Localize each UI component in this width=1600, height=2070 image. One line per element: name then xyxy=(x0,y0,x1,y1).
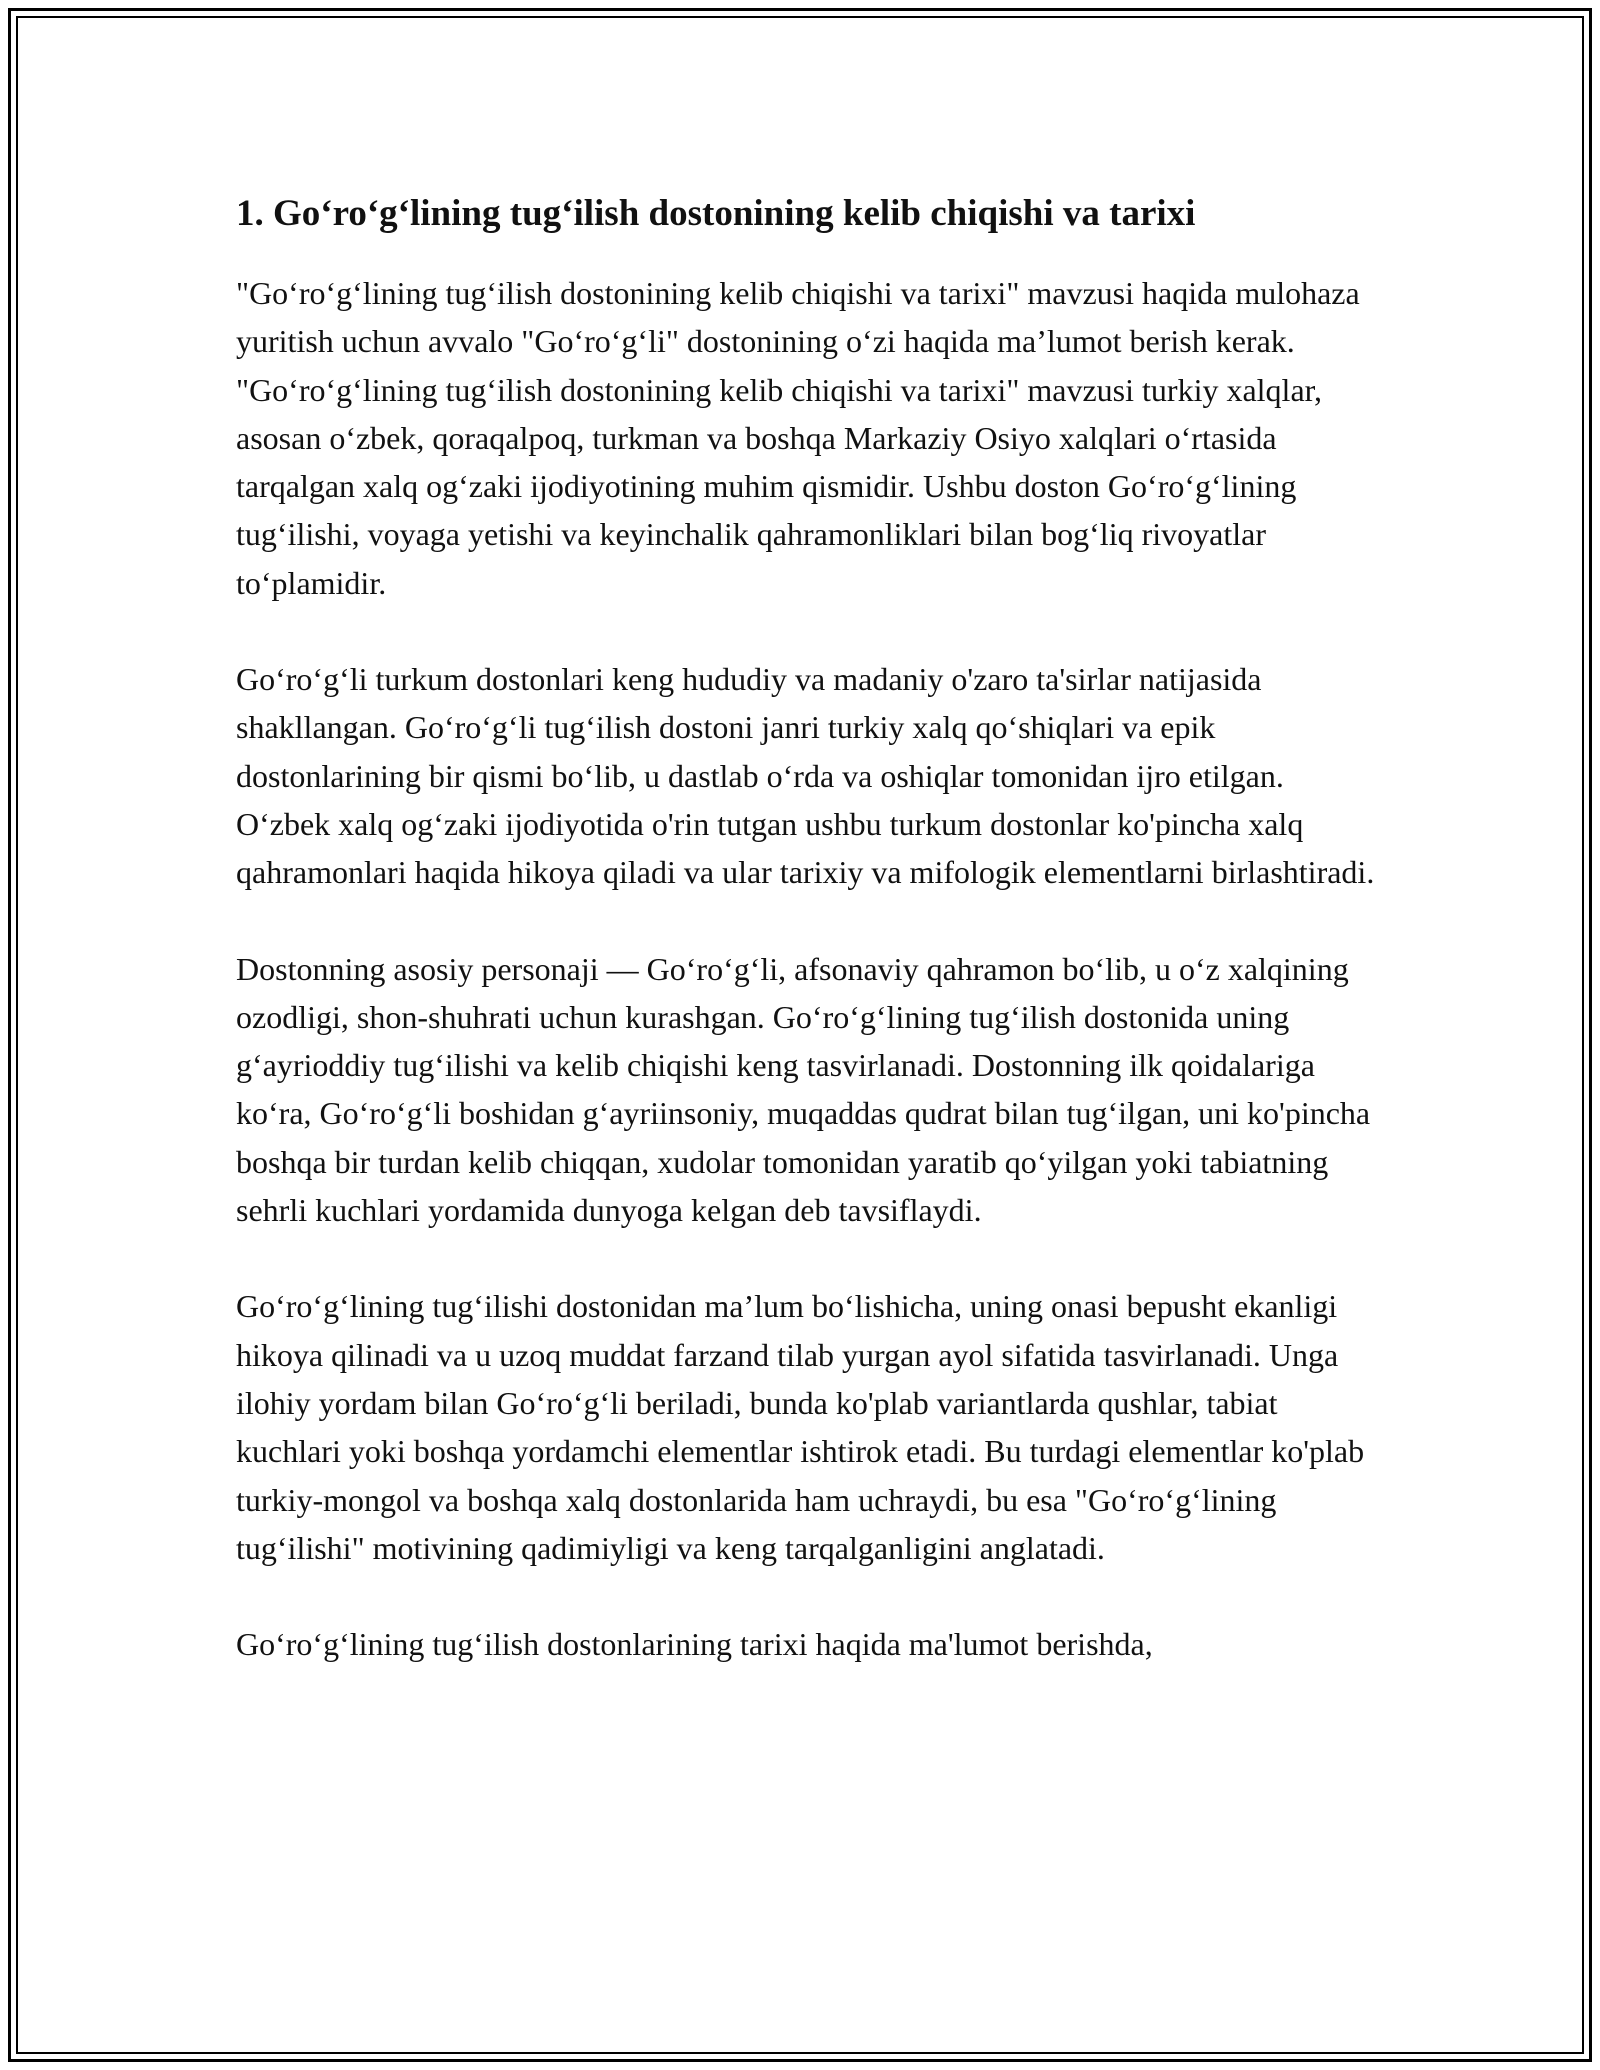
paragraph-4: Go‘ro‘g‘lining tug‘ilishi dostonidan ma’lum bo‘lishicha, uning onasi bepusht ekanligi hikoya qilinadi va u uzoq muddat farzand tilab yurgan ayol sifatida tasvirlanadi. Unga ilohiy yordam bilan Go‘ro‘g‘li beriladi, bunda ko'plab variantlarda qushlar, tabiat kuchlari yoki boshqa yordamchi elementlar ishtirok etadi. Bu turdagi elementlar ko'plab turkiy-mongol va boshqa xalq dostonlarida ham uchraydi, bu esa "Go‘ro‘g‘lining tug‘ilishi" motivining qadimiyligi va keng tarqalganligini anglatadi. xyxy=(236,1288,1365,1566)
paragraph-5: Go‘ro‘g‘lining tug‘ilish dostonlarining tarixi haqida ma'lumot berishda, xyxy=(236,1626,1153,1663)
paragraph-2: Go‘ro‘g‘li turkum dostonlari keng hududiy va madaniy o'zaro ta'sirlar natijasida shakllangan. Go‘ro‘g‘li tug‘ilish dostoni janri turkiy xalq qo‘shiqlari va epik dostonlarining bir qismi bo‘lib, u dastlab o‘rda va oshiqlar tomonidan ijro etilgan. O‘zbek xalq og‘zaki ijodiyotida o'rin tutgan ushbu turkum dostonlar ko'pincha xalq qahramonlari haqida hikoya qiladi va ular tarixiy va mifologik elementlarni birlashtiradi. xyxy=(236,661,1375,891)
document-body xyxy=(236,185,1376,1716)
paragraph-3: Dostonning asosiy personaji — Go‘ro‘g‘li, afsonaviy qahramon bo‘lib, u o‘z xalqining ozodligi, shon-shuhrati uchun kurashgan. Go‘ro‘g‘lining tug‘ilish dostonida uning g‘ayrioddiy tug‘ilishi va kelib chiqishi keng tasvirlanadi. Dostonning ilk qoidalariga ko‘ra, Go‘ro‘g‘li boshidan g‘ayriinsoniy, muqaddas qudrat bilan tug‘ilgan, uni ko'pincha boshqa bir turdan kelib chiqqan, xudolar tomonidan yaratib qo‘yilgan yoki tabiatning sehrli kuchlari yordamida dunyoga kelgan deb tavsiflaydi. xyxy=(236,950,1371,1229)
section-heading: 1. Go‘ro‘g‘lining tug‘ilish dostonining kelib chiqishi va tarixi xyxy=(236,193,1196,234)
paragraph-1: "Go‘ro‘g‘lining tug‘ilish dostonining kelib chiqishi va tarixi" mavzusi haqida mulohaza yuritish uchun avvalo "Go‘ro‘g‘li" dostonining o‘zi haqida ma’lumot berish kerak. "Go‘ro‘g‘lining tug‘ilish dostonining kelib chiqishi va tarixi" mavzusi turkiy xalqlar, asosan o‘zbek, qoraqalpoq, turkman va boshqa Markaziy Osiyo xalqlari o‘rtasida tarqalgan xalq og‘zaki ijodiyotining muhim qismidir. Ushbu doston Go‘ro‘g‘lining tug‘ilishi, voyaga yetishi va keyinchalik qahramonliklari bilan bog‘liq rivoyatlar to‘plamidir. xyxy=(236,275,1360,601)
